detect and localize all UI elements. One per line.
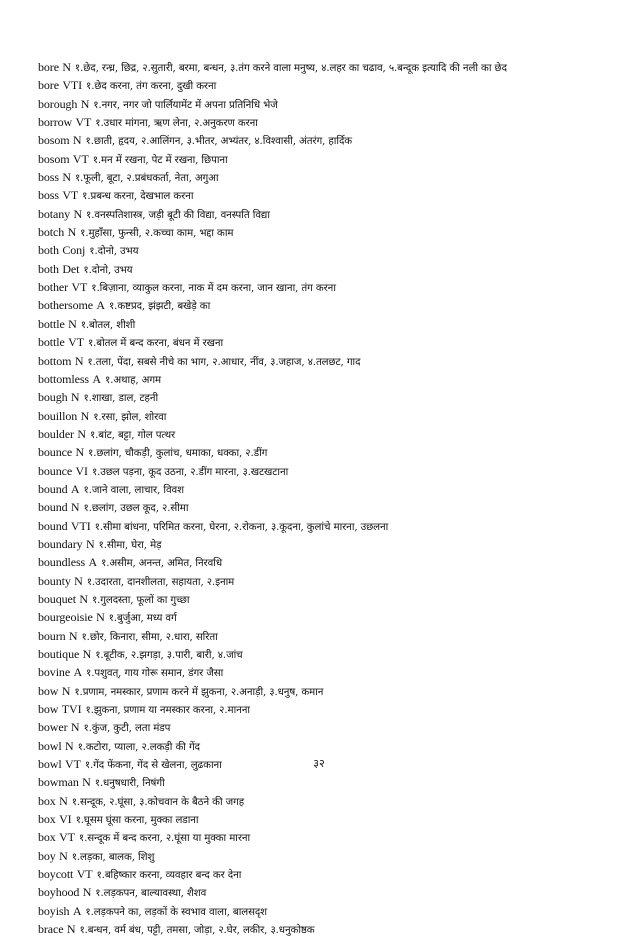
- dictionary-entry: [38, 58, 618, 76]
- entry-definition: १.पशुवत्, गाय गोरू समान, डंगर जैसा: [86, 668, 224, 680]
- entry-headword: bound: [38, 518, 68, 533]
- entry-definition: १.प्रणाम, नमस्कार, प्रणाम करने में झुकना, २.अनाड़ी, ३.धनुष, कमान: [74, 686, 324, 698]
- dictionary-entry: [38, 113, 618, 131]
- entry-headword: bouillon: [38, 408, 78, 423]
- entry-headword: box: [38, 812, 56, 827]
- dictionary-entry: [38, 828, 618, 846]
- entry-definition: १.बांट, बट्टा, गोल पत्थर: [89, 429, 176, 441]
- dictionary-entry: [38, 498, 618, 516]
- entry-part-of-speech: A: [72, 903, 82, 918]
- dictionary-entry: [38, 902, 618, 920]
- entry-headword: box: [38, 793, 56, 808]
- entry-definition: १.लड़कपने का, लड़कों के स्वभाव वाला, बालसदृश: [85, 906, 267, 918]
- entry-headword: bosom: [38, 151, 70, 166]
- entry-part-of-speech: VT: [72, 151, 89, 166]
- entry-part-of-speech: A: [73, 665, 83, 680]
- dictionary-entry: [38, 370, 618, 388]
- dictionary-entry: [38, 76, 618, 94]
- entry-part-of-speech: VI: [59, 812, 72, 827]
- entry-part-of-speech: VTI: [70, 518, 91, 533]
- entry-definition: १.धनुषधारी, निषंगी: [94, 778, 165, 790]
- entry-headword: botch: [38, 225, 65, 240]
- entry-headword: borough: [38, 96, 78, 111]
- entry-definition: १.लड़कपन, बाल्यावस्था, शैशव: [95, 888, 207, 900]
- entry-definition: १.बुर्जुआ, मध्य वर्ग: [108, 613, 177, 625]
- entry-part-of-speech: VT: [59, 830, 75, 845]
- entry-part-of-speech: N: [74, 573, 83, 588]
- dictionary-entry: [38, 131, 618, 149]
- entry-headword: bound: [38, 500, 68, 515]
- entry-part-of-speech: VTI: [62, 78, 83, 93]
- entry-part-of-speech: A: [96, 298, 105, 313]
- entry-part-of-speech: N: [62, 60, 71, 74]
- dictionary-entry: [38, 388, 618, 406]
- entry-headword: bothersome: [38, 298, 93, 313]
- entry-part-of-speech: A: [70, 481, 80, 496]
- entry-part-of-speech: N: [66, 922, 76, 937]
- entry-part-of-speech: VT: [76, 867, 93, 882]
- entry-part-of-speech: VT: [71, 280, 88, 295]
- entry-headword: bounty: [38, 573, 71, 588]
- entry-part-of-speech: N: [74, 353, 84, 368]
- dictionary-entry: [38, 572, 618, 590]
- entry-definition: १.वनस्पतिशास्त्र, जड़ी बूटी की विद्या, वनस्पति विद्या: [86, 209, 270, 221]
- entry-definition: १.बोतल में बन्द करना, बंधन में रखना: [87, 338, 224, 350]
- entry-headword: bourn: [38, 628, 66, 643]
- page-number: ३२: [313, 757, 325, 770]
- entry-part-of-speech: N: [85, 536, 95, 551]
- entry-headword: bosom: [38, 133, 70, 148]
- entry-headword: botany: [38, 206, 71, 221]
- entry-headword: bore: [38, 60, 59, 74]
- entry-definition: १.लड़का, बालक, शिशु: [71, 851, 155, 863]
- entry-headword: bower: [38, 720, 68, 735]
- entry-headword: bow: [38, 702, 59, 717]
- dictionary-entry: [38, 517, 618, 535]
- dictionary-entry: [38, 553, 618, 571]
- entry-headword: bowl: [38, 757, 62, 772]
- dictionary-entry: [38, 663, 618, 681]
- entry-definition: १.प्रबन्ध करना, देखभाल करना: [82, 191, 194, 203]
- entry-definition: १.बोतल, शीशी: [80, 319, 136, 331]
- entry-part-of-speech: N: [96, 610, 105, 625]
- entry-part-of-speech: N: [62, 170, 71, 185]
- entry-part-of-speech: VT: [62, 188, 79, 203]
- dictionary-entry: [38, 241, 618, 259]
- dictionary-entry: [38, 682, 618, 700]
- entry-headword: bough: [38, 390, 68, 405]
- entry-definition: १.घूसम घूंसा करना, मुक्का लडाना: [75, 815, 199, 827]
- entry-headword: boundless: [38, 555, 86, 570]
- dictionary-entry: [38, 718, 618, 736]
- entry-definition: १.बन्धन, वर्म बंध, पट्टी, तमसा, जोड़ा, २.घेर, लकीर, ३.धनुकोष्ठक: [79, 925, 315, 937]
- entry-definition: १.दोनो, उभय: [83, 264, 133, 276]
- entry-definition: १.बिज़ाना, व्याकुल करना, नाक में दम करना, जान खाना, तंग करना: [91, 283, 336, 295]
- entry-part-of-speech: N: [68, 628, 78, 643]
- entry-headword: bourgeoisie: [38, 610, 93, 625]
- dictionary-entry: [38, 462, 618, 480]
- entry-headword: bottomless: [38, 371, 90, 386]
- entry-definition: १.झुकना, प्रणाम या नमस्कार करना, २.मानना: [85, 705, 250, 717]
- entry-headword: boss: [38, 188, 59, 203]
- dictionary-entry: [38, 535, 618, 553]
- dictionary-entry: [38, 773, 618, 791]
- entry-definition: १.छोर, किनारा, सीमा, २.धारा, सरिता: [81, 631, 218, 643]
- dictionary-entry: [38, 865, 618, 883]
- entry-headword: box: [38, 830, 56, 845]
- entry-definition: १.फूली, बूटा, २.प्रबंधकर्ता, नेता, अगुआ: [74, 173, 219, 185]
- entry-definition: १.छेद करना, तंग करना, दुखी करना: [86, 81, 217, 93]
- entry-part-of-speech: N: [82, 775, 91, 790]
- dictionary-entry: [38, 95, 618, 113]
- dictionary-entry: [38, 590, 618, 608]
- entry-definition: १.गेंद फेंकना, गेंद से खेलना, लुढकाना: [84, 760, 222, 772]
- dictionary-entry: [38, 407, 618, 425]
- entry-definition: १.असीम, अनन्त, अमित, निरवधि: [101, 558, 222, 570]
- entry-part-of-speech: N: [80, 96, 90, 111]
- entry-headword: boundary: [38, 536, 83, 551]
- entry-part-of-speech: A: [92, 371, 101, 386]
- entry-part-of-speech: TVI: [61, 702, 82, 717]
- entry-headword: borrow: [38, 115, 73, 130]
- entry-definition: १.बहिष्कार करना, व्यवहार बन्द कर देना: [96, 870, 242, 882]
- entry-definition: १.उधार मांगना, ऋण लेना, २.अनुकरण करना: [95, 118, 258, 130]
- entry-definition: १.छलांग, चौकड़ी, कुलांच, धमाका, धक्का, २.डींग: [88, 448, 268, 460]
- entry-headword: bottom: [38, 353, 72, 368]
- dictionary-entry: [38, 186, 618, 204]
- entry-part-of-speech: N: [59, 793, 68, 808]
- dictionary-entry: [38, 150, 618, 168]
- dictionary-entry: [38, 278, 618, 296]
- entry-definition: १.सन्दूक में बन्द करना, २.घूंसा या मुक्का मारना: [78, 833, 251, 845]
- entry-part-of-speech: N: [72, 133, 82, 148]
- entry-part-of-speech: N: [82, 885, 92, 900]
- entry-definition: १.तला, पेंदा, सबसे नीचे का भाग, २.आधार, नींव, ३.जहाज, ४.तलछट, गाद: [87, 356, 361, 368]
- entry-headword: bound: [38, 481, 68, 496]
- entry-definition: १.उछल पड़ना, कूद उठना, २.डींग मारना, ३.खटखटाना: [91, 466, 289, 478]
- entry-definition: १.दोनो, उभय: [89, 246, 139, 258]
- entry-definition: १.अथाह, अगम: [105, 374, 161, 386]
- entry-headword: bounce: [38, 445, 73, 460]
- entry-part-of-speech: VT: [68, 335, 84, 350]
- entry-headword: bovine: [38, 665, 71, 680]
- entry-headword: bottle: [38, 335, 65, 350]
- dictionary-entry: [38, 443, 618, 461]
- entry-headword: bottle: [38, 316, 65, 331]
- entry-part-of-speech: N: [80, 408, 90, 423]
- entry-part-of-speech: Conj: [62, 243, 86, 258]
- entry-part-of-speech: N: [70, 500, 80, 515]
- entry-definition: १.रसा, झोल, शोरवा: [93, 411, 167, 423]
- entry-part-of-speech: N: [77, 426, 86, 441]
- entry-definition: १.सन्दूक, २.घूंसा, ३.कोचवान के बैठने की जगह: [71, 796, 245, 808]
- dictionary-entry: [38, 883, 618, 901]
- entry-list: [38, 58, 618, 939]
- entry-headword: bow: [38, 683, 59, 698]
- entry-headword: both: [38, 261, 59, 276]
- dictionary-entry: [38, 168, 618, 186]
- entry-headword: brace: [38, 922, 64, 937]
- entry-definition: १.नगर, नगर जो पार्लियामेंट में अपना प्रतिनिधि भेजे: [93, 99, 278, 111]
- entry-headword: bounce: [38, 463, 73, 478]
- entry-part-of-speech: N: [65, 738, 74, 753]
- entry-headword: boutique: [38, 647, 80, 661]
- dictionary-entry: [38, 333, 618, 351]
- dictionary-entry: [38, 315, 618, 333]
- entry-headword: boyhood: [38, 885, 80, 900]
- dictionary-entry: [38, 700, 618, 718]
- dictionary-entry: [38, 645, 618, 663]
- entry-headword: bore: [38, 78, 59, 93]
- entry-part-of-speech: VT: [65, 757, 81, 772]
- entry-headword: boyish: [38, 903, 70, 918]
- entry-definition: १.कुंज, कुटी, लता मंडप: [83, 723, 171, 735]
- entry-definition: १.सीमा, घेरा, मेड़: [98, 539, 162, 551]
- dictionary-entry: [38, 608, 618, 626]
- entry-part-of-speech: N: [61, 683, 71, 698]
- entry-headword: bother: [38, 280, 69, 295]
- entry-definition: १.छलांग, उछल कूद, २.सीमा: [83, 503, 189, 515]
- entry-definition: १.छेद, रन्ध्र, छिद्र, २.सुतारी, बरमा, बन्धन, ३.तंग करने वाला मनुष्य, ४.लहर का चढाव, ५.बन्दूक इत्यादि की नली का छेद: [74, 63, 507, 74]
- dictionary-entry: [38, 480, 618, 498]
- entry-part-of-speech: N: [70, 390, 80, 405]
- entry-definition: १.उदारता, दानशीलता, सहायता, २.इनाम: [86, 576, 235, 588]
- entry-part-of-speech: Det: [62, 261, 80, 276]
- dictionary-entry: [38, 352, 618, 370]
- entry-definition: १.छाती, हृदय, २.आलिंगन, ३.भीतर, अभ्यंतर, ४.विश्वासी, अंतरंग, हार्दिक: [85, 136, 353, 148]
- entry-definition: १.शाखा, डाल, टहनी: [83, 393, 159, 405]
- entry-definition: १.गुलदस्ता, फूलों का गुच्छा: [91, 594, 190, 606]
- entry-headword: bowman: [38, 775, 79, 790]
- entry-headword: bowl: [38, 738, 62, 753]
- dictionary-entry: [38, 792, 618, 810]
- dictionary-entry: [38, 223, 618, 241]
- dictionary-entry: [38, 920, 618, 938]
- dictionary-entry: [38, 847, 618, 865]
- entry-part-of-speech: N: [70, 720, 80, 735]
- entry-headword: boycott: [38, 867, 74, 882]
- dictionary-entry: [38, 260, 618, 278]
- entry-definition: १.मन में रखना, पेट में रखना, छिपाना: [92, 154, 228, 166]
- dictionary-entry: [38, 737, 618, 755]
- entry-headword: boulder: [38, 426, 74, 441]
- entry-part-of-speech: N: [73, 206, 83, 221]
- dictionary-entry: [38, 205, 618, 223]
- entry-part-of-speech: N: [79, 591, 88, 606]
- entry-definition: १.जाने वाला, लाचार, विवश: [83, 484, 184, 496]
- entry-definition: १.कष्टप्रद, झंझटी, बखेड़े का: [108, 301, 211, 313]
- entry-part-of-speech: N: [82, 647, 92, 661]
- entry-headword: both: [38, 243, 59, 258]
- entry-part-of-speech: N: [67, 225, 77, 240]
- entry-headword: boss: [38, 170, 59, 185]
- entry-definition: १.मुहाँसा, फुन्सी, २.कच्चा काम, भद्दा काम: [80, 228, 234, 240]
- entry-headword: bouquet: [38, 591, 76, 606]
- dictionary-entry: [38, 425, 618, 443]
- entry-part-of-speech: N: [75, 445, 85, 460]
- entry-definition: १.कटोरा, प्याला, २.लकड़ी की गेंद: [77, 741, 200, 753]
- entry-definition: १.सीमा बांधना, परिमित करना, घेरना, २.रोकना, ३.कूदना, कुलांचे मारना, उछलना: [94, 521, 389, 533]
- entry-part-of-speech: N: [68, 316, 77, 331]
- entry-part-of-speech: VI: [75, 463, 88, 478]
- dictionary-entry: [38, 296, 618, 314]
- entry-part-of-speech: A: [88, 555, 98, 570]
- entry-part-of-speech: VT: [75, 115, 92, 130]
- entry-part-of-speech: N: [59, 848, 68, 863]
- entry-headword: boy: [38, 848, 56, 863]
- entry-definition: १.बूटीक, २.झगड़ा, ३.पारी, बारी, ४.जांच: [95, 650, 243, 661]
- dictionary-entry: [38, 627, 618, 645]
